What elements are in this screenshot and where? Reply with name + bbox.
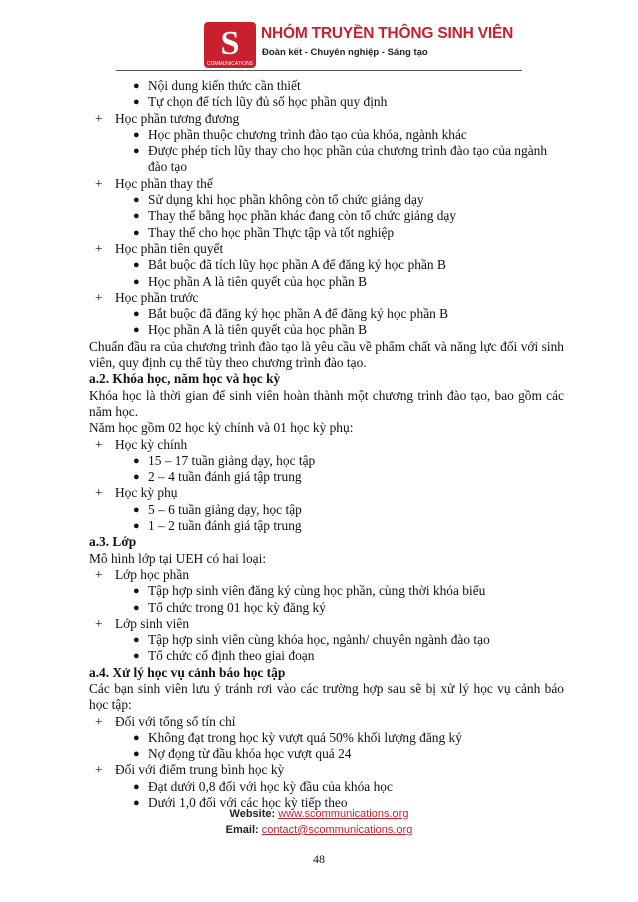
list-item: ● Bắt buộc đã tích lũy học phần A để đăng ký học phần B (133, 257, 446, 273)
bullet-icon: ● (133, 194, 140, 207)
section-item: + Học phần thay thế (95, 175, 213, 191)
email-link[interactable]: contact@scommunications.org (261, 824, 413, 836)
plus-icon: + (95, 289, 103, 305)
bullet-icon: ● (133, 731, 140, 744)
footer-email (0, 822, 638, 838)
plus-icon: + (95, 485, 103, 501)
section-heading: a.3. Lớp (89, 534, 137, 550)
plus-icon: + (95, 762, 103, 778)
page-header (0, 0, 638, 74)
bullet-icon: ● (133, 585, 140, 598)
logo-letter: S (220, 25, 240, 62)
paragraph: Mô hình lớp tại UEH có hai loại: (89, 550, 267, 566)
list-item: ● 2 – 4 tuần đánh giá tập trung (133, 469, 302, 485)
list-item: ● Tổ chức cố định theo giai đoạn (133, 648, 315, 664)
plus-icon: + (95, 436, 103, 452)
list-item: ● Bắt buộc đã đăng ký học phần A để đăng ký học phần B (133, 306, 449, 322)
list-item: ● Tổ chức trong 01 học kỳ đăng ký (133, 599, 326, 615)
bullet-icon: ● (133, 797, 140, 810)
plus-icon: + (95, 240, 103, 256)
list-item: ● Học phần A là tiên quyết của học phần B (133, 273, 368, 289)
list-item: ● Được phép tích lũy thay cho học phần của chương trình đào tạo của ngành đào tạo (133, 143, 548, 175)
bullet-icon: ● (133, 259, 140, 272)
bullet-icon: ● (133, 634, 140, 647)
section-item: + Học phần trước (95, 289, 199, 305)
bullet-icon: ● (133, 308, 140, 321)
section-item: + Học kỳ chính (95, 436, 188, 452)
plus-icon: + (95, 110, 103, 126)
section-item: + Học phần tương đương (95, 110, 240, 126)
plus-icon: + (95, 615, 103, 631)
paragraph: Chuẩn đầu ra của chương trình đào tạo là yêu cầu về phẩm chất và năng lực đối với sinh viên, quy định cụ thể tùy theo chương trình đào tạo. (89, 338, 564, 371)
scommunications-logo (204, 22, 256, 68)
plus-icon: + (95, 175, 103, 191)
list-item: ● 1 – 2 tuần đánh giá tập trung (133, 518, 302, 534)
section-heading: a.4. Xử lý học vụ cảnh báo học tập (89, 664, 286, 680)
bullet-icon: ● (133, 748, 140, 761)
bullet-icon: ● (133, 503, 140, 516)
list-item: ● Nội dung kiến thức cần thiết (133, 78, 301, 93)
bullet-icon: ● (133, 226, 140, 239)
bullet-icon: ● (133, 128, 140, 141)
list-item: ● Thay thế bằng học phần khác đang còn tổ chức giảng dạy (133, 208, 457, 224)
section-heading: a.2. Khóa học, năm học và học kỳ (89, 371, 281, 387)
list-item: ● Tự chọn để tích lũy đủ số học phần quy định (133, 94, 388, 110)
page-number: 48 (313, 852, 325, 866)
bullet-icon: ● (133, 80, 140, 92)
bullet-icon: ● (133, 520, 140, 533)
footer-website (0, 806, 638, 822)
logo-caption: COMMUNICATIONS (206, 61, 254, 67)
bullet-icon: ● (133, 454, 140, 467)
list-item: ● Sử dụng khi học phần không còn tổ chức giảng dạy (133, 192, 424, 208)
paragraph: Các bạn sinh viên lưu ý tránh rơi vào các trường hợp sau sẽ bị xử lý học vụ cảnh báo học tập: (89, 680, 564, 713)
website-label: Website: (229, 808, 276, 820)
list-item: ● Học phần thuộc chương trình đào tạo của khóa, ngành khác (133, 126, 467, 142)
list-item: ● Học phần A là tiên quyết của học phần B (133, 322, 368, 338)
list-item: ● 15 – 17 tuần giảng dạy, học tập (133, 452, 316, 468)
section-item: + Đối với điểm trung bình học kỳ (95, 762, 285, 778)
bullet-icon: ● (133, 275, 140, 288)
section-item: + Học phần tiên quyết (95, 240, 224, 256)
bullet-icon: ● (133, 601, 140, 614)
page-footer (0, 806, 638, 838)
section-item: + Lớp sinh viên (95, 615, 190, 631)
bullet-icon: ● (133, 210, 140, 223)
header-divider (116, 70, 522, 71)
website-link[interactable]: www.scommunications.org (278, 808, 409, 820)
org-slogan: Đoàn kết - Chuyên nghiệp - Sáng tạo (262, 47, 428, 58)
paragraph: Năm học gồm 02 học kỳ chính và 01 học kỳ phụ: (89, 420, 354, 436)
section-item: + Lớp học phần (95, 566, 190, 582)
section-item: + Đối với tổng số tín chỉ (95, 713, 236, 729)
org-name: NHÓM TRUYỀN THÔNG SINH VIÊN (261, 25, 514, 42)
list-item: ● Tập hợp sinh viên đăng ký cùng học phần, cùng thời khóa biểu (133, 583, 486, 599)
list-item: ● Không đạt trong học kỳ vượt quá 50% khối lượng đăng ký (133, 729, 462, 745)
page-content (89, 78, 564, 811)
plus-icon: + (95, 566, 103, 582)
bullet-icon: ● (133, 471, 140, 484)
bullet-icon: ● (133, 324, 140, 337)
bullet-icon: ● (133, 780, 140, 793)
bullet-icon: ● (133, 650, 140, 663)
email-label: Email: (225, 824, 259, 836)
paragraph: Khóa học là thời gian để sinh viên hoàn thành một chương trình đào tạo, bao gồm các năm học. (89, 387, 564, 419)
list-item: ● Tập hợp sinh viên cùng khóa học, ngành/ chuyên ngành đào tạo (133, 632, 490, 648)
bullet-icon: ● (133, 96, 140, 109)
section-item: + Học kỳ phụ (95, 485, 178, 501)
list-item: ● Thay thế cho học phần Thực tập và tốt nghiệp (133, 224, 395, 240)
list-item: ● Nợ đọng từ đầu khóa học vượt quá 24 (133, 746, 352, 762)
list-item: ● Đạt dưới 0,8 đối với học kỳ đầu của khóa học (133, 778, 393, 794)
list-item: ● 5 – 6 tuần giảng dạy, học tập (133, 501, 302, 517)
list-item: ● Dưới 1,0 đối với các học kỳ tiếp theo (133, 795, 348, 811)
plus-icon: + (95, 713, 103, 729)
bullet-icon: ● (133, 145, 140, 158)
